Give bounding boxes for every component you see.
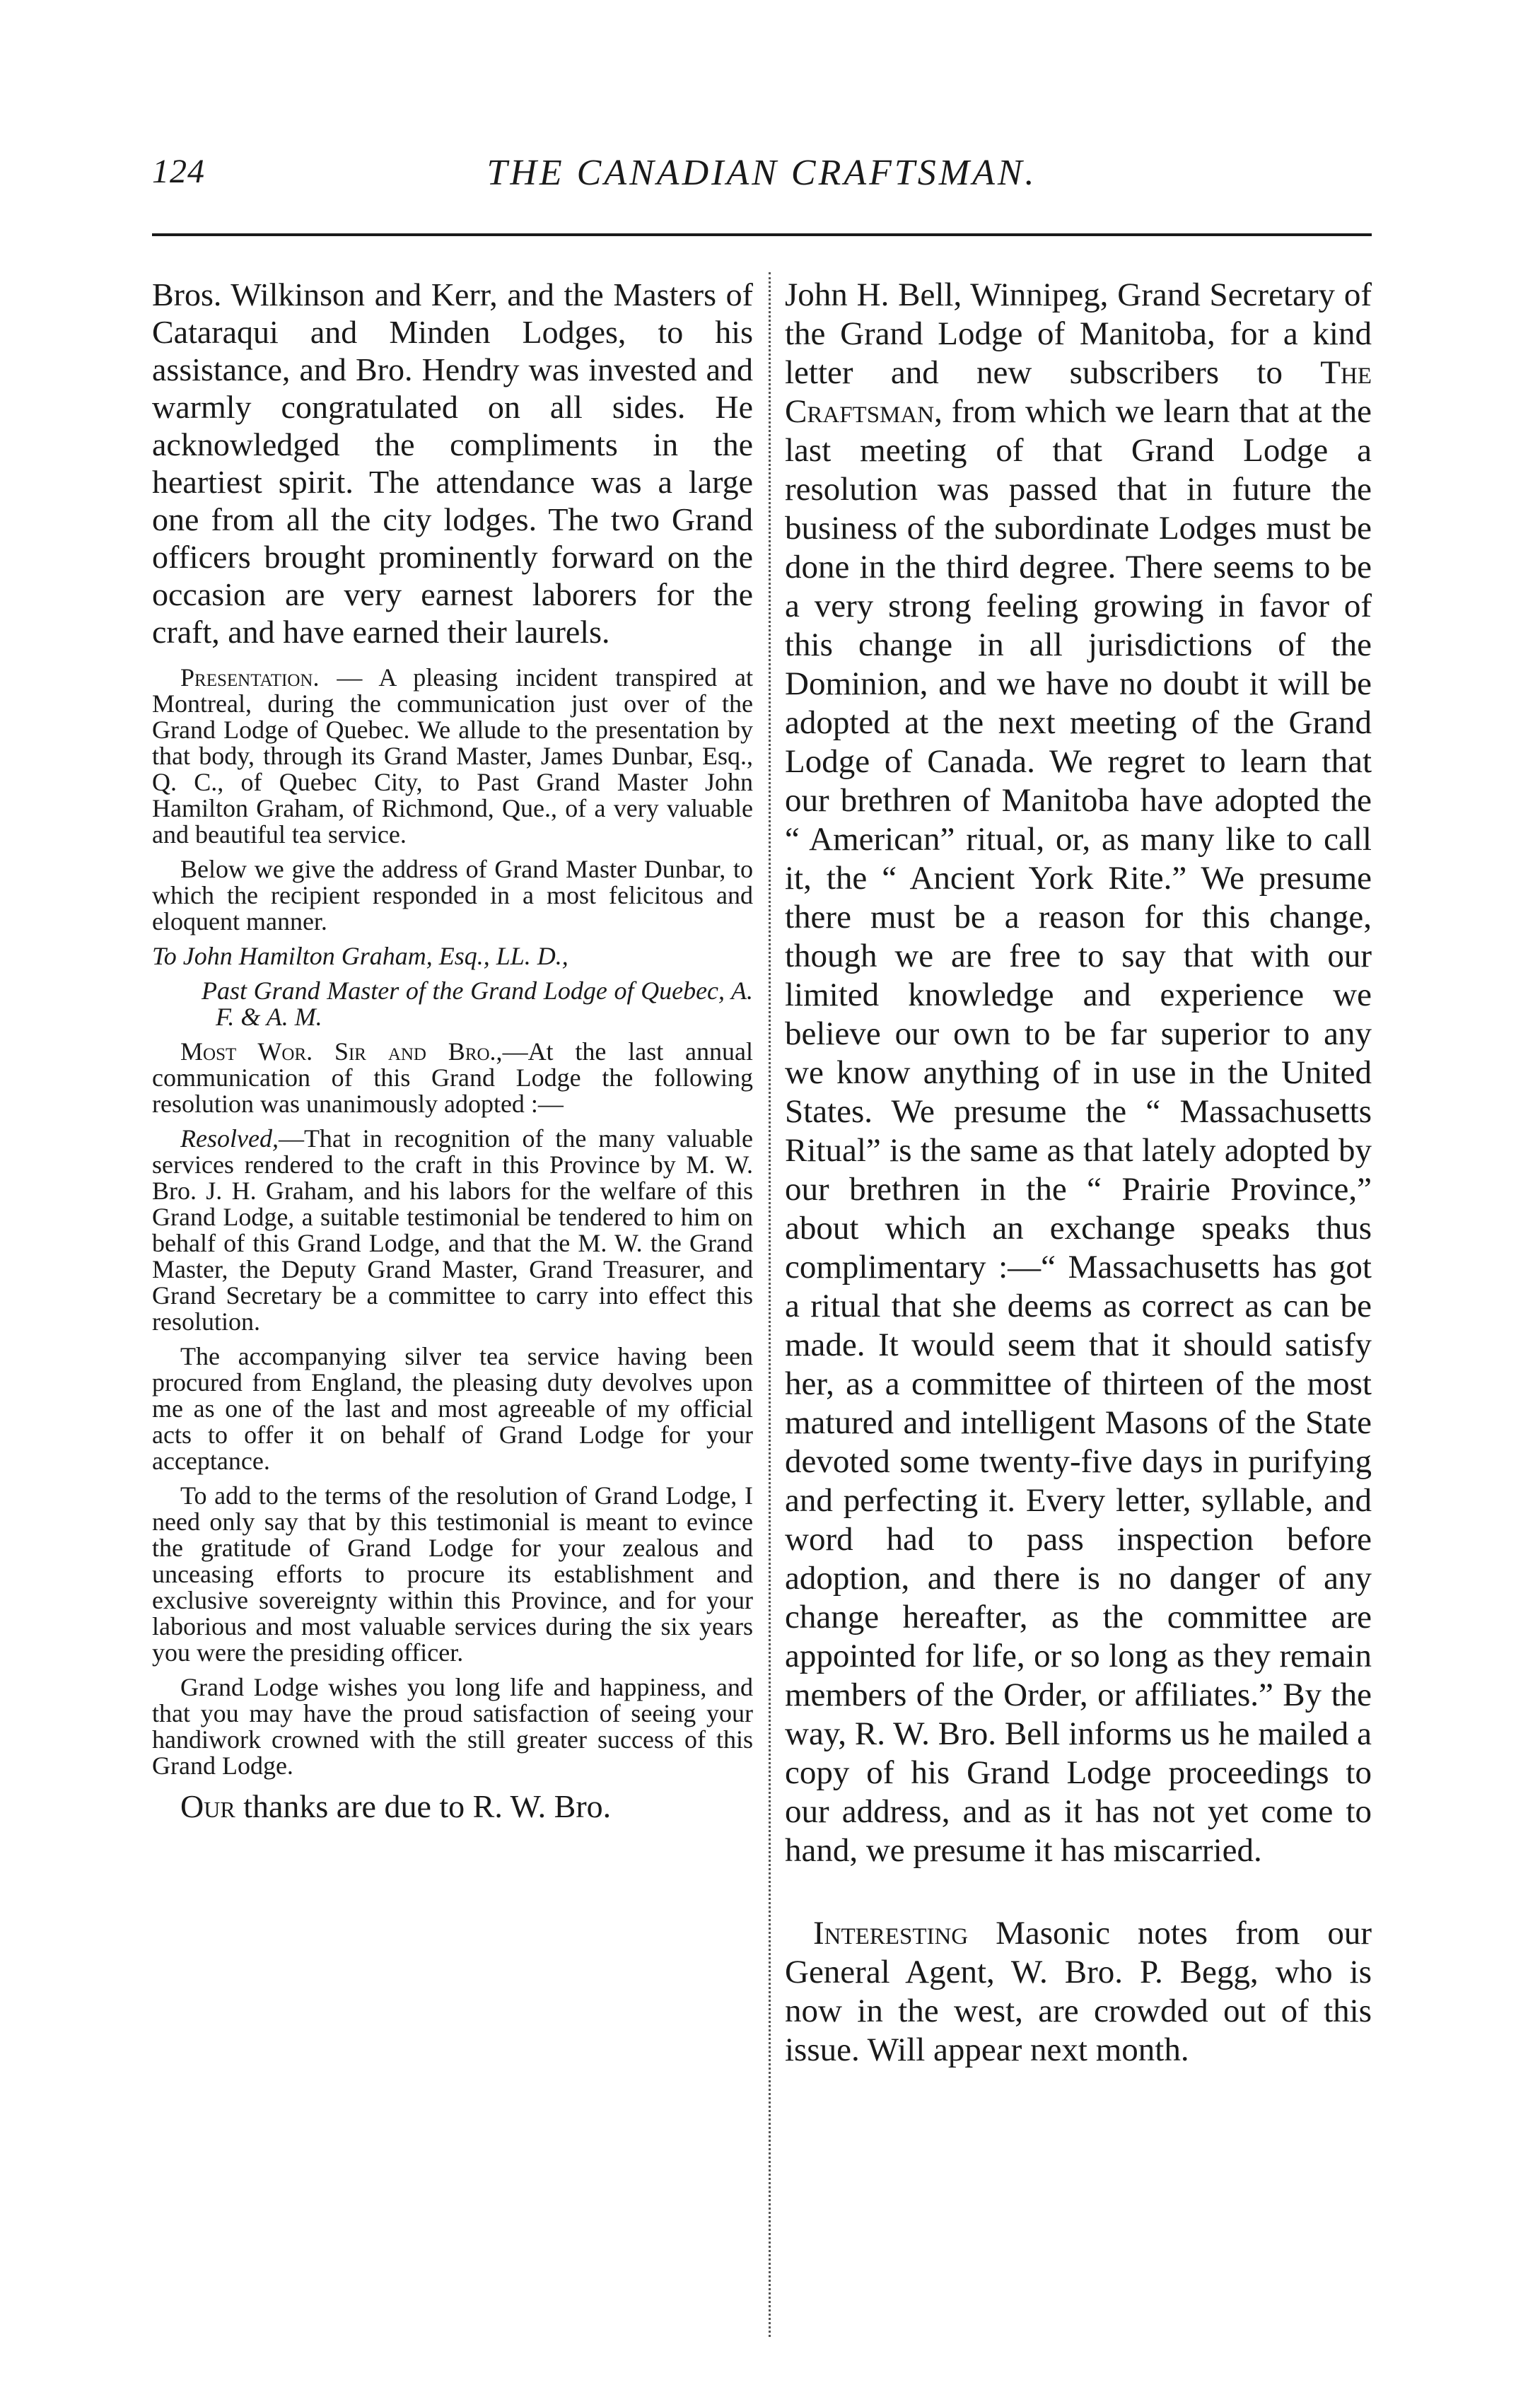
resolved-heading: Resolved, [180, 1124, 279, 1153]
salutation-text: —At the last annual communication of this Grand Lodge the following resolution was unanimously adopted :— [152, 1037, 753, 1118]
resolved-text: —That in recognition of the many valuable services rendered to the craft in this Province by M. W. Bro. J. H. Graham, and his labors for the welfare of this Grand Lodge, a suitable testimonial be tendered to him on behalf of this Grand Lodge, and that the M. W. the Grand Master, the Deputy Grand Master, Grand Treasurer, and Grand Secretary be a committee to carry into effect this resolution. [152, 1124, 753, 1336]
craftsman-name: The Craftsman [785, 354, 1372, 430]
salutation-heading: Most Wor. Sir and Bro., [180, 1037, 503, 1066]
wishes-paragraph: Grand Lodge wishes you long life and happiness, and that you may have the proud satisfaction of seeing your handiwork crowned with the still greater success of this Grand Lodge. [152, 1673, 753, 1780]
address-line-1: To John Hamilton Graham, Esq., LL. D., [152, 942, 568, 970]
presentation-text: — A pleasing incident transpired at Montreal, during the communication just over of the Grand Lodge of Quebec. We allude to the presentation by that body, through its Grand Master, James Dunbar, Esq., Q. C., of Quebec City, to Past Grand Master John Hamilton Graham, of Richmond, Que., of a very valuable and beautiful tea service. [152, 663, 753, 849]
salutation-paragraph [152, 1039, 753, 1117]
bell-text-a: John H. Bell, Winnipeg, Grand Secretary of the Grand Lodge of Manitoba, for a kind letter and new subscribers to [785, 276, 1372, 391]
running-title: THE CANADIAN CRAFTSMAN. [486, 153, 1037, 193]
bell-paragraph [785, 276, 1372, 1870]
resolved-paragraph [152, 1126, 753, 1335]
right-column [785, 276, 1372, 2085]
page-number: 124 [152, 153, 205, 190]
to-add-paragraph: To add to the terms of the resolution of Grand Lodge, I need only say that by this testimonial is meant to evince the gratitude of Grand Lodge for your zealous and unceasing efforts to procure its establishment and exclusive sovereignty within this Province, and for your laborious and most valuable services during the six years you were the presiding officer. [152, 1481, 753, 1667]
interesting-text: Masonic notes from our General Agent, W. Bro. P. Begg, who is now in the west, are crowded out of this issue. Will appear next month. [785, 1915, 1372, 2068]
interesting-heading: Interesting [813, 1915, 969, 1952]
column-divider [769, 272, 771, 2337]
below-paragraph: Below we give the address of Grand Master Dunbar, to which the recipient responded in a most felicitous and eloquent manner. [152, 855, 753, 935]
accompanying-paragraph: The accompanying silver tea service having been procured from England, the pleasing duty devolves upon me as one of the last and most agreeable of my official acts to offer it on behalf of Grand Lodge for your acceptance. [152, 1342, 753, 1475]
header-rule [152, 233, 1372, 236]
bell-text-b: , from which we learn that at the last meeting of that Grand Lodge a resolution was passed that in future the business of the subordinate Lodges must be done in the third degree. There seems to be a very strong feeling growing in favor of this change in all jurisdictions of the Dominion, and we have no doubt it will be adopted at the next meeting of the Grand Lodge of Canada. We regret to learn that our brethren of Manitoba have adopted the “ American” ritual, or, as many like to call it, the “ Ancient York Rite.” We presume there must be a reason for this change, though we are free to say that with our limited knowledge and experience we believe our own to be far superior to any we know anything of in use in the United States. We presume the “ Massachusetts Ritual” is the same as that lately adopted by our brethren in the “ Prairie Province,” about which an exchange speaks thus complimentary :—“ Massachusetts has got a ritual that she deems as correct as can be made. It would seem that it should satisfy her, as a committee of thirteen of the most matured and intelligent Masons of the State devoted some twenty-five days in purifying and perfecting it. Every letter, syllable, and word had to pass inspection before adoption, and there is no danger of any change hereafter, as the committee are appointed for life, or so long as they remain members of the Order, or affiliates.” By the way, R. W. Bro. Bell informs us he mailed a copy of his Grand Lodge proceedings to our address, and as it has not yet come to hand, we presume it has miscarried. [785, 393, 1372, 1869]
lodge-report-paragraph: Bros. Wilkinson and Kerr, and the Masters of Cataraqui and Minden Lodges, to his assistance, and Bro. Hendry was invested and warmly congratulated on all sides. He acknowledged the compliments in the heartiest spirit. The attendance was a large one from all the city lodges. The two Grand officers brought prominently forward on the occasion are very earnest laborers for the craft, and have earned their laurels. [152, 276, 753, 650]
presentation-heading: Presentation. [180, 663, 320, 692]
page-header [152, 152, 1372, 223]
paragraph-gap [785, 1886, 1372, 1914]
interesting-paragraph [785, 1914, 1372, 2070]
thanks-heading: Our [180, 1788, 235, 1824]
address-line-2: Past Grand Master of the Grand Lodge of Quebec, A. F. & A. M. [202, 976, 753, 1031]
thanks-paragraph [152, 1788, 753, 1825]
left-column [152, 276, 753, 1839]
thanks-text: thanks are due to R. W. Bro. [235, 1788, 612, 1824]
presentation-paragraph [152, 665, 753, 848]
